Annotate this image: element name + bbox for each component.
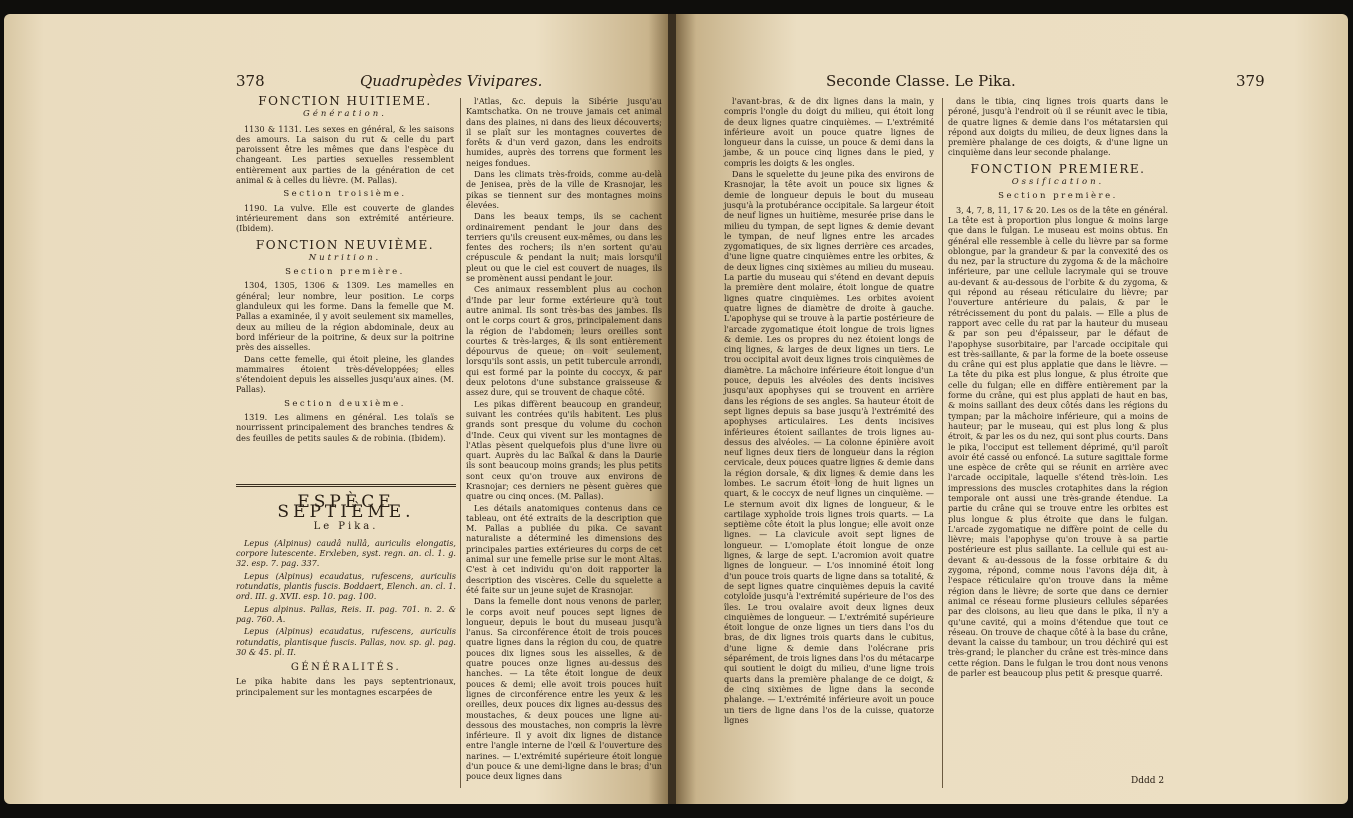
running-head: Seconde Classe. Le Pika.: [826, 72, 1016, 90]
paragraph: l'avant-bras, & de dix lignes dans la main, y compris l'ongle du doigt du milieu, qui étoit long de deux lignes quatre cinquièmes. — L'extrémité inférieure avoit un pouce quatre lignes de longueur dans la cuisse, un pouce & demi dans la jambe, & un pouce cinq lignes dans le pied, y compris les doigts & les ongles.: [724, 96, 934, 168]
synonym: Lepus (Alpinus) ecaudatus, rufescens, auriculis rotundatis, plantisque fuscis. Pallas, nov. sp. gl. pag. 30 & 45. pl. II.: [236, 626, 456, 657]
section-heading: Section deuxième.: [284, 398, 406, 409]
paragraph: Le pika habite dans les pays septentrionaux, principalement sur les montagnes escarpées de: [236, 676, 456, 697]
function-subheading: Génération.: [303, 109, 387, 120]
signature-mark: Dddd 2: [1131, 776, 1165, 786]
page-number: 379: [1236, 72, 1265, 90]
function-subheading: Ossification.: [1011, 177, 1105, 188]
paragraph: l'Atlas, &c. depuis la Sibérie jusqu'au Kamtschatka. On ne trouve jamais cet animal dans des plaines, ni dans des lieux découverts; il se plaît sur les montagnes couvertes de forêts & d'un verd gazon, dans les endroits humides, auprès des torrens que forment les neiges fondues.: [466, 96, 662, 168]
paragraph: Les détails anatomiques contenus dans ce tableau, ont été extraits de la description que M. Pallas a publiée du pika. Ce savant naturaliste a déterminé les dimensions des principales parties extérieures du corps de cet animal sur une femelle prise sur le mont Altas. C'est à cet individu qu'on doit rapporter la description des viscères. Celle du squelette a été faite sur un jeune sujet de Krasnojar.: [466, 502, 662, 595]
left-column-2: [466, 96, 662, 783]
function-subheading: Nutrition.: [308, 252, 382, 263]
column-rule: [460, 98, 461, 788]
paragraph: Ces animaux ressemblent plus au cochon d'Inde par leur forme extérieure qu'à tout autre animal. Ils sont très-bas des jambes. Ils ont le corps court & gros, principalement dans la région de l'abdomen; leurs oreilles sont courtes & très-larges, & ils sont entièrement dépourvus de queue; on voit seulement, lorsqu'ils sont assis, un petit tubercule arrondi, qui est formé par la pointe du coccyx, & par deux pelotons d'une substance graisseuse & assez dure, qui se trouvent de chaque côté.: [466, 284, 662, 398]
species-name: Le Pika.: [313, 520, 379, 532]
function-heading: FONCTION NEUVIÈME.: [255, 237, 435, 252]
paragraph: 1190. La vulve. Elle est couverte de glandes intérieurement dans son extrémité antérieure. (Ibidem).: [236, 202, 454, 234]
paragraph: Dans les beaux temps, ils se cachent ordinairement pendant le jour dans des terriers qu'ils creusent eux-mêmes, ou dans les fentes des rochers; ils n'en sortent qu'au crépuscule & pendant la nuit; mais lorsqu'il pleut ou que le ciel est couvert de nuages, ils se promènent aussi pendant le jour.: [466, 211, 662, 284]
right-column-1: [724, 96, 934, 726]
right-column-2: [948, 96, 1168, 679]
paragraph: Dans la femelle dont nous venons de parler, le corps avoit neuf pouces sept lignes de longueur, depuis le bout du museau jusqu'à l'anus. Sa circonférence étoit de trois pouces quatre lignes dans la région du cou, de quatre pouces dix lignes sous les aisselles, & de quatre pouces onze lignes au-dessus des hanches. — La tête étoit longue de deux pouces & demi; elle avoit trois pouces huit lignes de circonférence entre les yeux & les oreilles, deux pouces dix lignes au-dessus des moustaches, & deux pouces une ligne au-dessous des moustaches, non compris la lèvre inférieure. Il y avoit dix lignes de distance entre l'angle interne de l'œil & l'ouverture des narines. — L'extrémité supérieure étoit longue d'un pouce & une demi-ligne dans le bras; d'un pouce deux lignes dans: [466, 596, 662, 782]
left-page: [4, 14, 668, 804]
double-rule: [236, 484, 456, 487]
species-heading: ESPÈCE SEPTIÈME.: [277, 492, 415, 523]
function-heading: FONCTION HUITIEME.: [258, 94, 432, 108]
section-heading: Section première.: [285, 267, 405, 278]
column-rule: [942, 98, 943, 788]
paragraph: 3, 4, 7, 8, 11, 17 & 20. Les os de la tête en général. La tête est à proportion plus longue & moins large que dans le fulgan. Le museau est moins obtus. En général elle ressemble à celle du lièvre par sa forme oblongue, par la grandeur & par la convexité des os du nez, par la structure du zygoma & de la mâchoire inférieure, par une cellule lacrymale qui se trouve au-devant & au-dessous de l'orbite & du zygoma, & qui répond au réseau réticulaire du lièvre; par l'ouverture antérieure du palais, & par le rétrécissement du pont du palais. — Elle a plus de rapport avec celle du rat par la hauteur du museau & par son peu d'épaisseur, par le défaut de l'apophyse susorbitaire, par l'arcade occipitale qui est très-saillante, & par la forme de la boete osseuse du crâne qui est plus applatie que dans le lièvre. — La tête du pika est plus longue, & plus étroite que celle du fulgan; elle en diffère entièrement par la forme du crâne, qui est plus applati de haut en bas, & moins saillant des deux côtés dans les régions du tympan; par la mâchoire inférieure, qui a moins de hauteur; par le museau, qui est plus long & plus étroit, & par les os du nez, qui sont plus courts. Dans le pika, l'occiput est tellement déprimé, qu'il paroît avoir été cassé ou enfoncé. La suture sagittale forme une espèce de crête qui se réunit en arrière avec l'arcade occipitale, laquelle s'étend très-loin. Les impressions des muscles crotaphites dans la région temporale ont aussi une très-grande étendue. La partie du crâne qui se trouve entre les orbites est plus longue & plus étroite que dans le fulgan. L'arcade zygomatique ne diffère point de celle du lièvre; mais l'apophyse qu'on trouve à sa partie postérieure est plus saillante. La cellule qui est au-devant & au-dessous de la fosse orbitaire & du zygoma, répond, comme nous l'avons déja dit, à l'espace réticulaire qu'on trouve dans la même région dans le lièvre; de sorte que dans ce dernier animal ce réseau forme plusieurs cellules séparées par des cloisons, au lieu que dans le pika, il n'y a qu'une cavité, qui a moins d'étendue que tout ce réseau. On trouve de chaque côté à la base du crâne, devant la caisse du tambour, un trou déchiré qui est très-grand; le plancher du crâne est très-mince dans cette région. Dans le fulgan le trou dont nous venons de parler est beaucoup plus petit & presque quarré.: [948, 204, 1168, 679]
generalites-heading: GÉNÉRALITÉS.: [290, 662, 402, 674]
book-gutter: [668, 14, 676, 804]
running-head: Quadrupèdes Vivipares.: [360, 72, 543, 90]
right-page: [676, 14, 1348, 804]
species-block: [236, 476, 456, 697]
section-heading: Section troisième.: [283, 189, 407, 200]
paragraph: 1304, 1305, 1306 & 1309. Les mamelles en général; leur nombre, leur position. Le corps glanduleux qui les forme. Dans la femelle que M. Pallas a examinée, il y avoit seulement six mamelles, deux au milieu de la région abdominale, deux au bord inférieur de la poitrine, & deux sur la poitrine près des aisselles.: [236, 280, 454, 353]
paragraph: Dans les climats très-froids, comme au-delà de Jenisea, près de la ville de Krasnojar, les pikas se tiennent sur des montagnes moins élevées.: [466, 169, 662, 210]
paragraph: dans le tibia, cinq lignes trois quarts dans le péroné, jusqu'à l'endroit où il se réunit avec le tibia, de quatre lignes & demie dans l'os métatarsien qui répond aux doigts du milieu, de deux lignes dans la première phalange de ces doigts, & d'une ligne un cinquième dans leur seconde phalange.: [948, 96, 1168, 158]
synonym: Lepus (Alpinus) ecaudatus, rufescens, auriculis rotundatis, plantis fuscis. Boddaert, Elench. an. cl. 1. ord. III. g. XVII. esp. 10. pag. 100.: [236, 570, 456, 602]
left-column-1: [236, 96, 454, 444]
page-number: 378: [236, 72, 265, 90]
paragraph: Les pikas diffèrent beaucoup en grandeur, suivant les contrées qu'ils habitent. Les plus grands sont presque du volume du cochon d'Inde. Ceux qui vivent sur les montagnes de l'Atlas pèsent quelquefois plus d'une livre ou quart. Auprès du lac Baïkal & dans la Daurie ils sont beaucoup moins grands; les plus petits sont ceux qu'on trouve aux environs de Krasnojar; ces derniers ne pèsent guères que quatre ou cinq onces. (M. Pallas).: [466, 398, 662, 502]
paragraph: Dans le squelette du jeune pika des environs de Krasnojar, la tête avoit un pouce six lignes & demie de longueur depuis le bout du museau jusqu'à la protubérance occipitale. Sa largeur étoit de neuf lignes un huitième, mesurée prise dans le milieu du tympan, de sept lignes & demie devant le tympan, de neuf lignes entre les arcades zygomatiques, de six lignes derrière ces arcades, d'une ligne quatre cinquièmes entre les orbites, & de deux lignes cinq sixièmes au milieu du museau. La partie du museau qui s'étend en devant depuis la première dent molaire, étoit longue de quatre lignes quatre cinquièmes. Les orbites avoient quatre lignes de diamètre de droite à gauche. L'apophyse qui se trouve à la partie postérieure de l'arcade zygomatique étoit longue de trois lignes & demie. Les os propres du nez étoient longs de cinq lignes, & larges de deux lignes un tiers. Le trou occipital avoit deux lignes trois cinquièmes de diamètre. La mâchoire inférieure étoit longue d'un pouce, depuis les alvéoles des dents incisives jusqu'aux apophyses qui se trouvent en arrière dans les régions de ses angles. Sa hauteur étoit de sept lignes depuis sa base jusqu'à l'extrémité des apophyses articulaires. Les dents incisives inférieures étoient saillantes de trois lignes au-dessus des alvéoles. — La colonne épinière avoit neuf lignes deux tiers de longueur dans la région cervicale, deux pouces quatre lignes & demie dans la région dorsale, & dix lignes & demie dans les lombes. Le sacrum étoit long de huit lignes un quart, & le coccyx de neuf lignes un cinquième. — Le sternum avoit dix lignes de longueur, & le cartilage xyphoïde trois lignes trois quarts. — La septième côte étoit la plus longue; elle avoit onze lignes. — La clavicule avoit sept lignes de longueur. — L'omoplate étoit longue de onze lignes, & large de sept. L'acromion avoit quatre lignes de longueur. — L'os innominé étoit long d'un pouce trois quarts de ligne dans sa totalité, & de sept lignes quatre cinquièmes depuis la cavité cotyloïde jusqu'à l'extrémité supérieure de l'os des îles. Le trou ovalaire avoit deux lignes deux cinquièmes de longueur. — L'extrémité supérieure étoit longue de onze lignes un tiers dans l'os du bras, de dix lignes trois quarts dans le cubitus, d'une ligne & demie dans l'olécrane pris séparément, de trois lignes dans l'os du métacarpe qui soutient le doigt du milieu, d'une ligne trois quarts dans la première phalange de ce doigt, & de cinq sixièmes de ligne dans la seconde phalange. — L'extrémité inférieure avoit un pouce un tiers de ligne dans l'os de la cuisse, quatorze lignes: [724, 169, 934, 725]
synonym: Lepus (Alpinus) caudâ nullâ, auriculis elongatis, corpore lutescente. Erxleben, syst. regn. an. cl. 1. g. 32. esp. 7. pag. 337.: [236, 537, 456, 569]
open-book: [4, 0, 1349, 818]
synonym: Lepus alpinus. Pallas, Reis. II. pag. 701. n. 2. & pag. 760. A.: [236, 603, 456, 624]
paragraph: Dans cette femelle, qui étoit pleine, les glandes mammaires étoient très-développées; elles s'étendoient depuis les aisselles jusqu'aux aines. (M. Pallas).: [236, 353, 454, 395]
paragraph: 1130 & 1131. Les sexes en général, & les saisons des amours. La saison du rut & celle du part paroissent être les mêmes que dans l'espèce du changeant. Les parties sexuelles ressemblent entièrement aux parties de la génération de cet animal & à celles du lièvre. (M. Pallas).: [236, 123, 454, 186]
section-heading: Section première.: [998, 191, 1118, 202]
paragraph: 1319. Les alimens en général. Les tolaïs se nourrissent principalement des branches tendres & des feuilles de petits saules & de robinia. (Ibidem).: [236, 412, 454, 443]
function-heading: FONCTION PREMIERE.: [970, 161, 1146, 176]
